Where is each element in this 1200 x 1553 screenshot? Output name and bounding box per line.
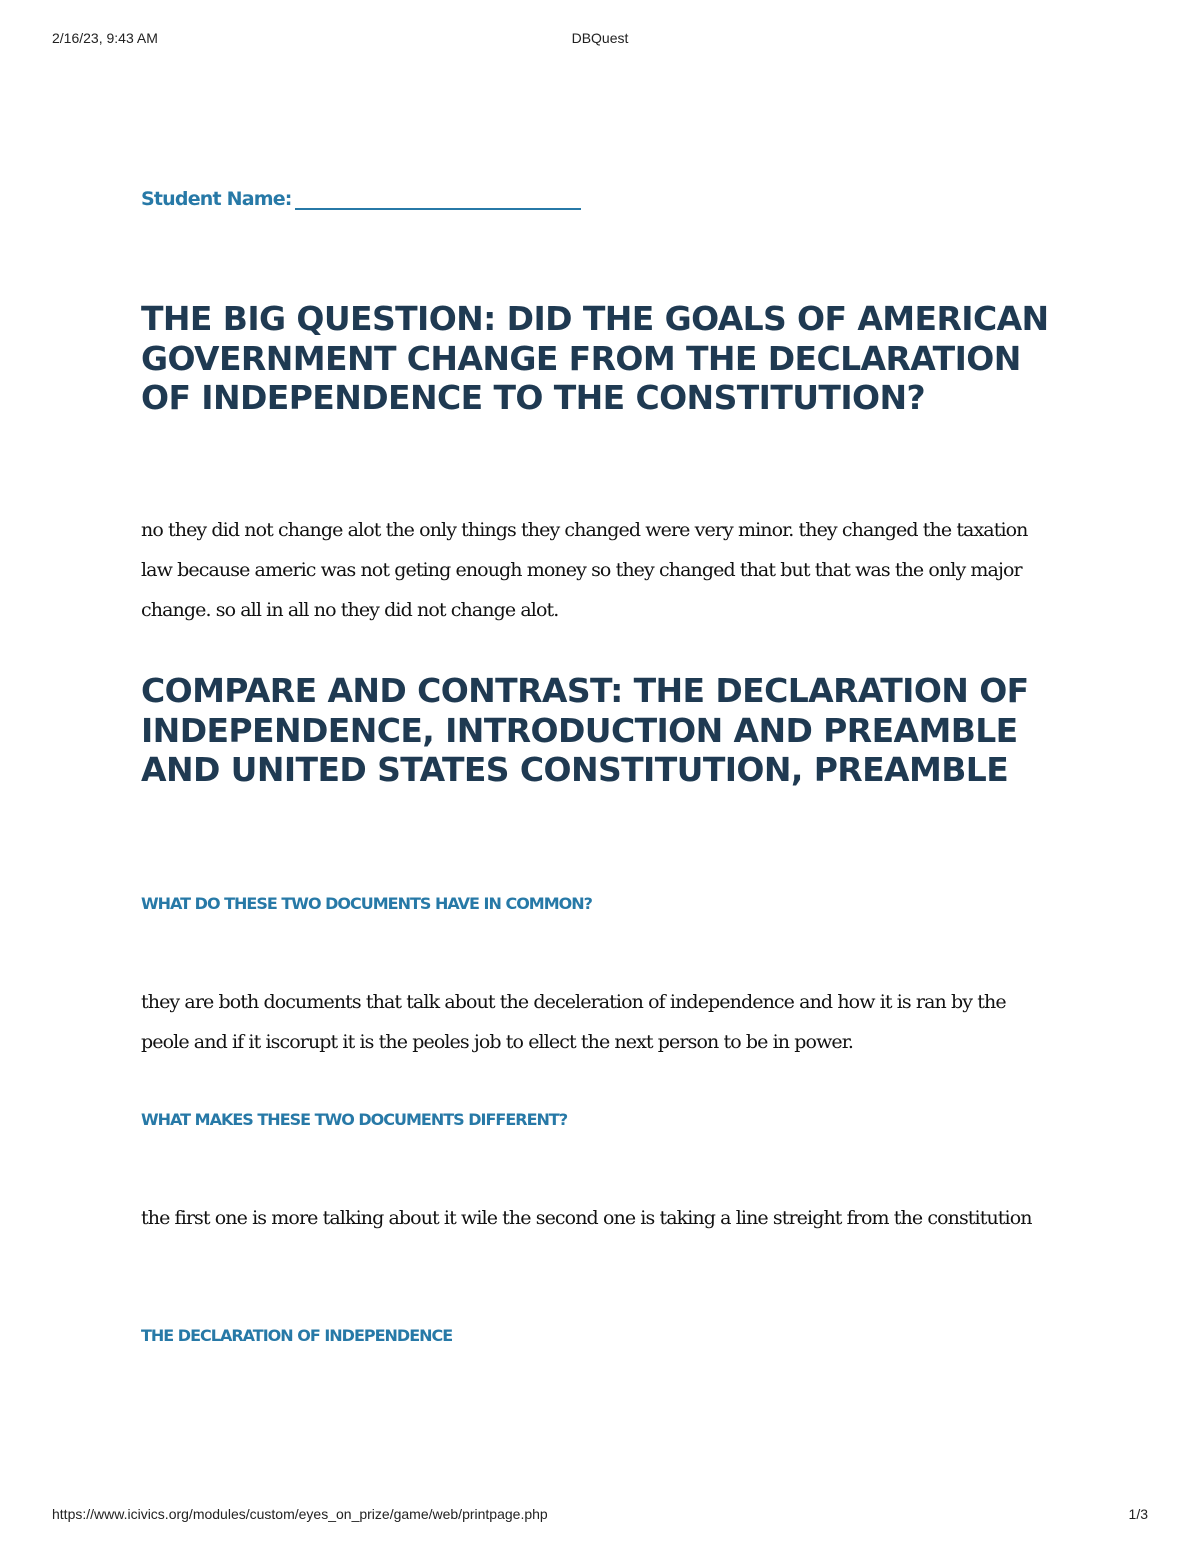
big-question-answer: no they did not change alot the only things they changed were very minor. they changed the taxation law because americ was not geting enough money so they changed that but that was the only major change. so all in all no they did not change alot. xyxy=(141,519,1028,621)
student-name-blank xyxy=(295,190,581,210)
student-name-field xyxy=(141,188,581,210)
page-number: 1/3 xyxy=(1128,1506,1148,1522)
different-answer: the first one is more talking about it wile the second one is taking a line streight from the constitution xyxy=(141,1207,1032,1229)
common-answer: they are both documents that talk about the deceleration of independence and how it is ran by the peole and if it iscorupt it is the peoles job to ellect the next person to be in power. xyxy=(141,991,1006,1053)
print-url: https://www.icivics.org/modules/custom/eyes_on_prize/game/web/printpage.php xyxy=(52,1506,548,1522)
common-question-heading: WHAT DO THESE TWO DOCUMENTS HAVE IN COMMON? xyxy=(141,894,592,913)
compare-contrast-heading: COMPARE AND CONTRAST: THE DECLARATION OF INDEPENDENCE, INTRODUCTION AND PREAMBLE AND UNITED STATES CONSTITUTION, PREAMBLE xyxy=(141,671,1029,789)
different-question-heading: WHAT MAKES THESE TWO DOCUMENTS DIFFERENT? xyxy=(141,1110,568,1129)
print-page-title: DBQuest xyxy=(571,30,629,46)
print-date: 2/16/23, 9:43 AM xyxy=(52,30,158,46)
student-name-label: Student Name: xyxy=(141,188,292,210)
big-question-heading: THE BIG QUESTION: DID THE GOALS OF AMERICAN GOVERNMENT CHANGE FROM THE DECLARATION OF INDEPENDENCE TO THE CONSTITUTION? xyxy=(141,299,1049,417)
declaration-heading: THE DECLARATION OF INDEPENDENCE xyxy=(141,1326,453,1345)
